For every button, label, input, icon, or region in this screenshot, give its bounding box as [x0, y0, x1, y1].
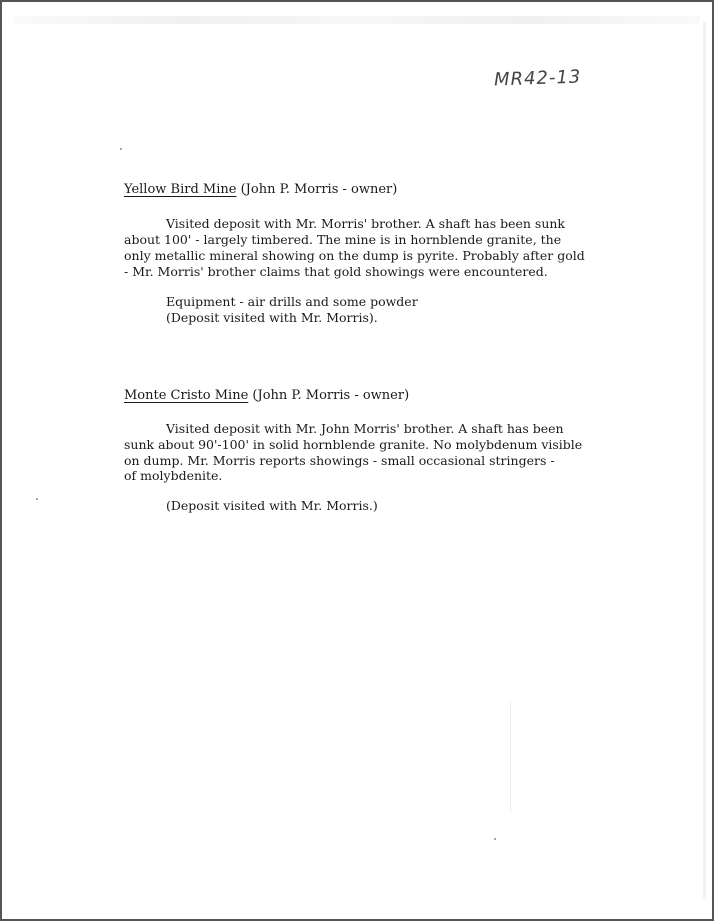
- paragraph-line: on dump. Mr. Morris reports showings - small occasional stringers -: [124, 453, 555, 468]
- scan-top-edge: [14, 16, 700, 24]
- equipment-line: Equipment - air drills and some powder: [166, 294, 418, 309]
- owner-note: (John P. Morris - owner): [240, 182, 398, 197]
- scan-right-shadow: [703, 22, 706, 899]
- paragraph-line: Visited deposit with Mr. John Morris' brother. A shaft has been: [166, 421, 564, 436]
- scan-speck: [494, 838, 496, 840]
- scan-speck: [120, 148, 122, 150]
- scan-speck: [36, 498, 38, 500]
- paragraph-line: Visited deposit with Mr. Morris' brother. A shaft has been sunk: [166, 216, 566, 231]
- equipment-line: (Deposit visited with Mr. Morris).: [166, 310, 378, 325]
- closing-note: (Deposit visited with Mr. Morris.): [166, 498, 378, 513]
- paragraph-line: about 100' - largely timbered. The mine is in hornblende granite, the: [124, 232, 562, 247]
- reference-number: MR42-13: [493, 66, 582, 91]
- paragraph-line: - Mr. Morris' brother claims that gold showings were encountered.: [124, 264, 548, 279]
- paragraph-line: only metallic mineral showing on the dump is pyrite. Probably after gold: [124, 248, 585, 263]
- scan-artifact-line: [510, 702, 511, 812]
- mine-name: Yellow Bird Mine: [124, 182, 237, 197]
- section-title-yellow-bird: [124, 182, 397, 197]
- section-title-monte-cristo: [124, 388, 409, 403]
- paragraph-line: sunk about 90'-100' in solid hornblende granite. No molybdenum visible: [124, 437, 583, 452]
- paragraph-line: of molybdenite.: [124, 468, 223, 483]
- mine-name: Monte Cristo Mine: [124, 388, 249, 403]
- owner-note: (John P. Morris - owner): [252, 388, 410, 403]
